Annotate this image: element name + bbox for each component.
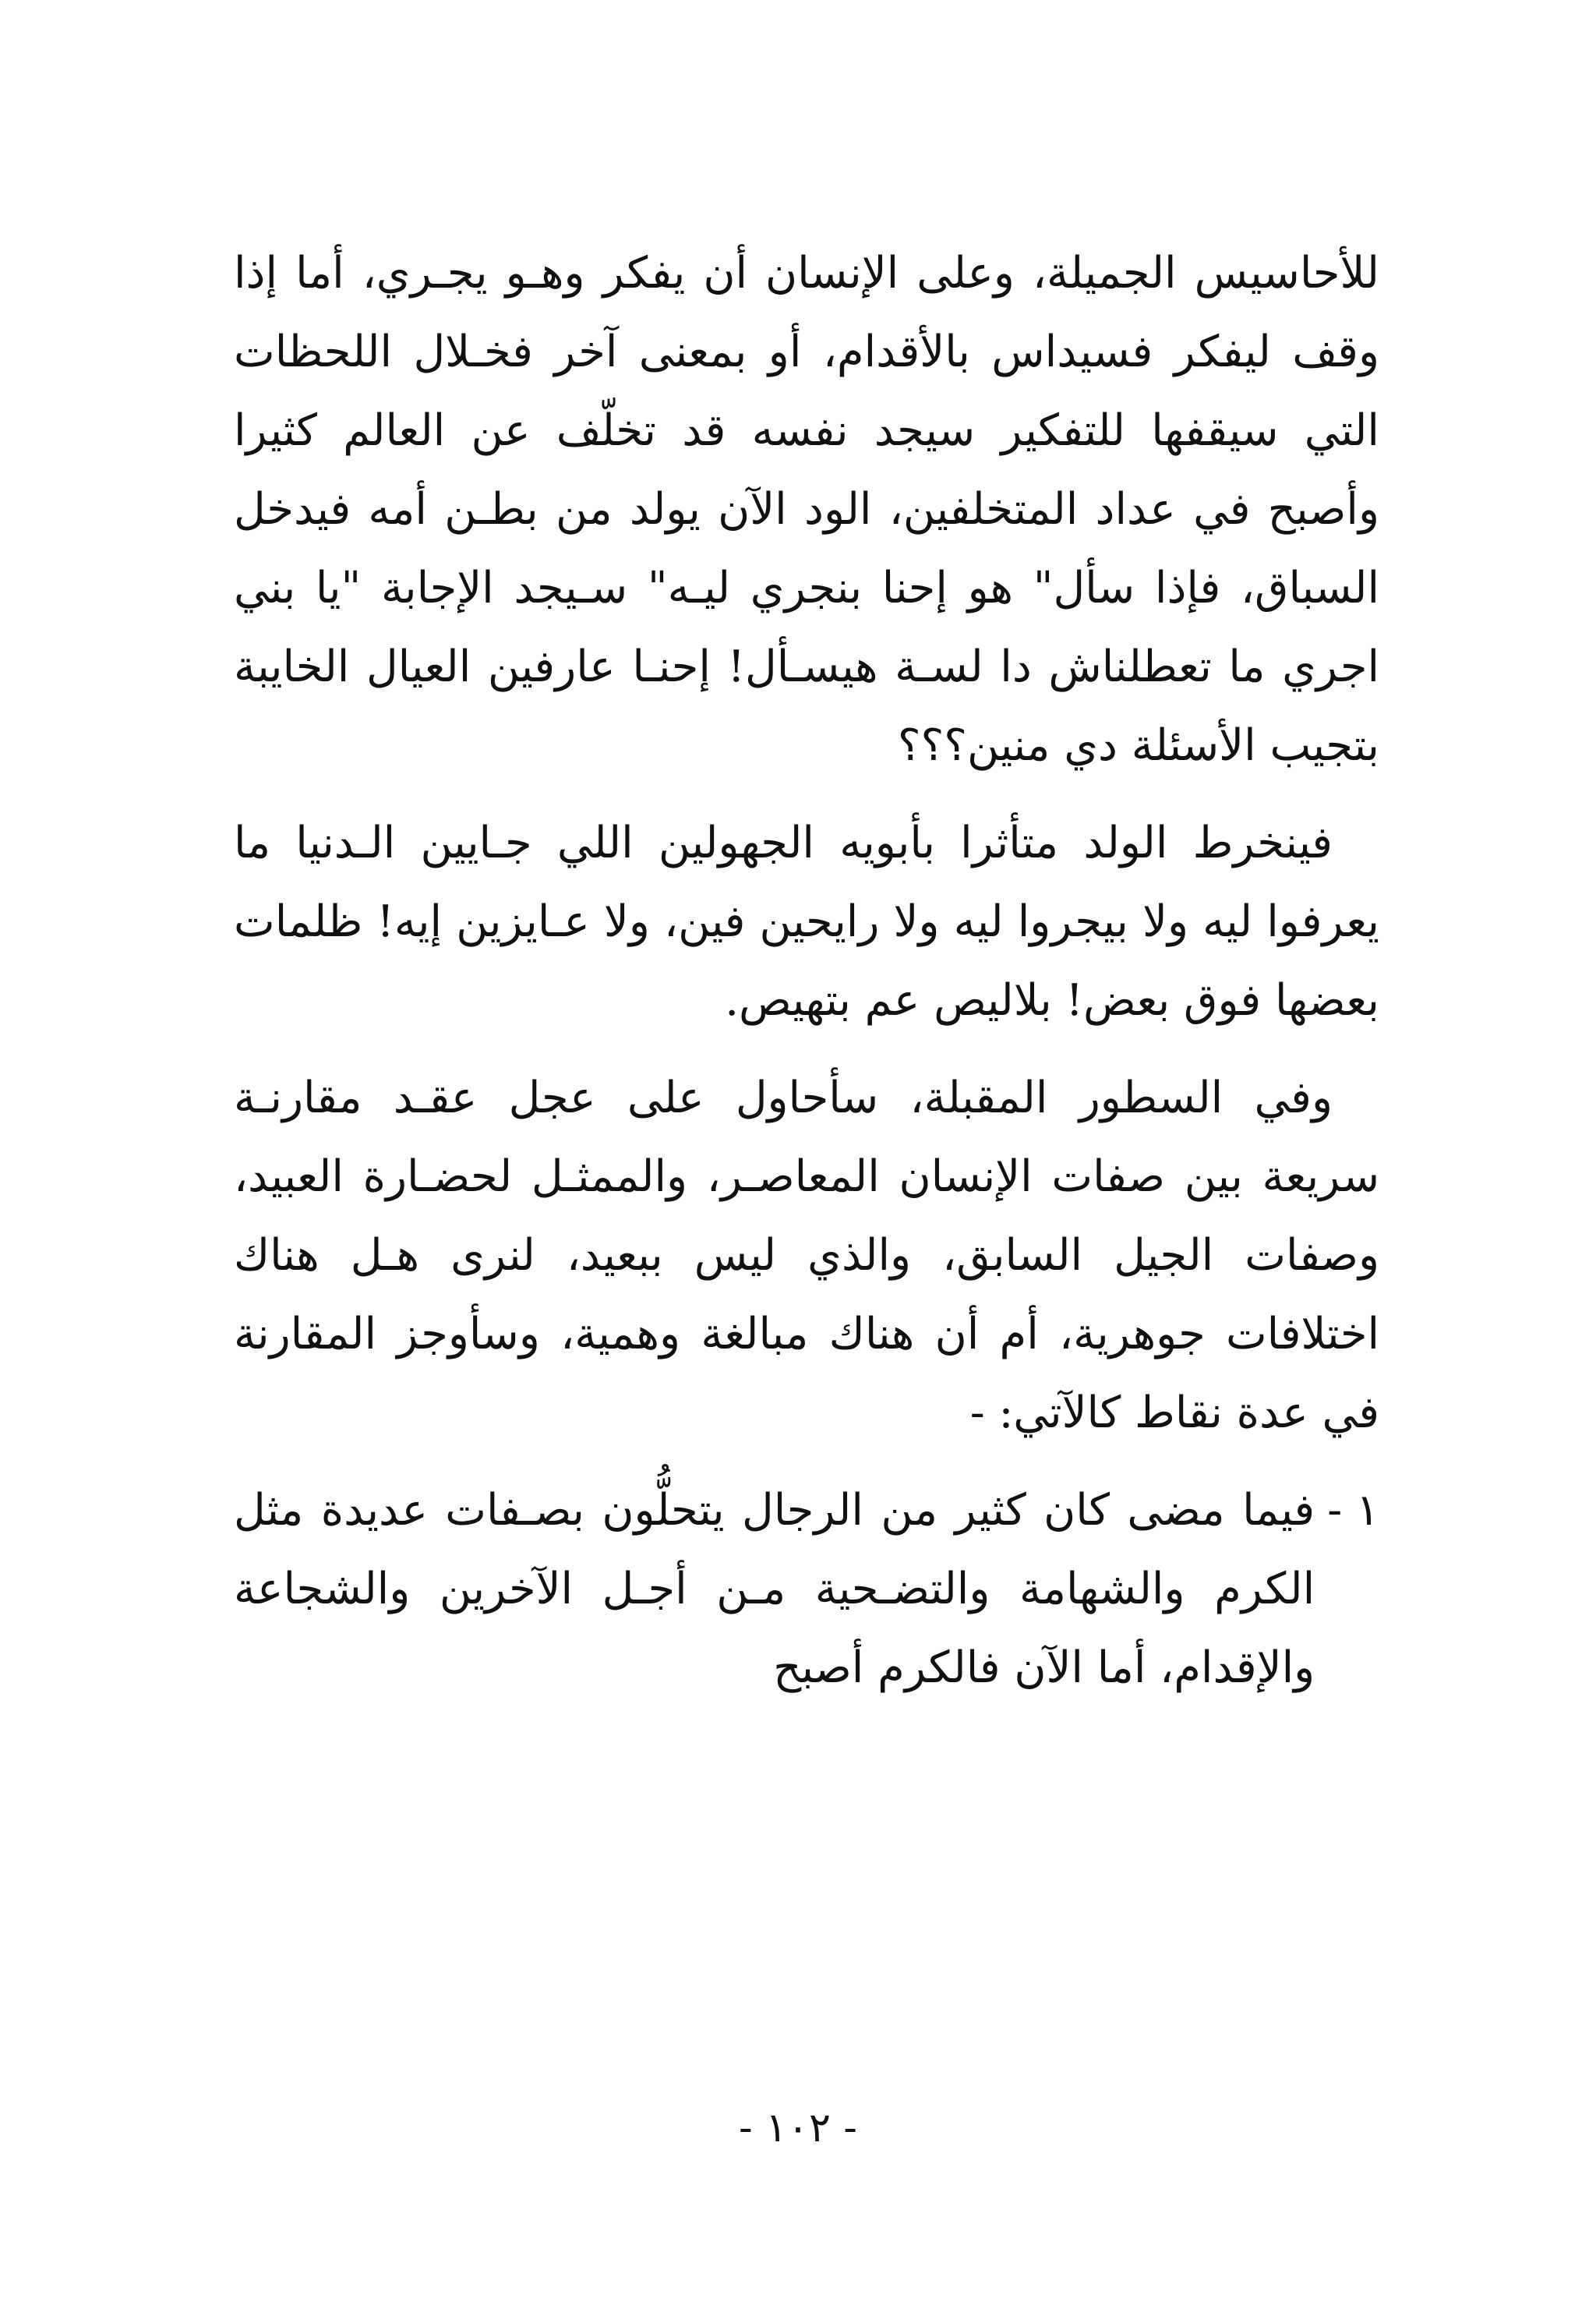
paragraph-2: فينخرط الولد متأثرا بأبويه الجهولين اللي جـايين الـدنيا ما يعرفوا ليه ولا بيجروا ليه ولا رايحين فين، ولا عـايزين إيه! ظلمات بعضها فوق بعض! بلاليص عم بتهيص. xyxy=(234,818,1379,1026)
list-item xyxy=(234,1471,1379,1707)
numbered-list xyxy=(234,1471,1379,1707)
page-body xyxy=(234,234,1379,1707)
paragraph-1: للأحاسيس الجميلة، وعلى الإنسان أن يفكر وهـو يجـري، أما إذا وقف ليفكر فسيداس بالأقدام، أو بمعنى آخر فخـلال اللحظات التي سيقفها للتفكير سيجد نفسه قد تخلّف عن العالم كثيرا وأصبح في عداد المتخلفين، الود الآن يولد من بطـن أمه فيدخل السباق، فإذا سأل" هو إحنا بنجري ليـه" سـيجد الإجابة "يا بني اجري ما تعطلناش دا لسـة هيسـأل! إحنـا عارفين العيال الخايبة بتجيب الأسئلة دي منين؟؟؟ xyxy=(234,248,1379,771)
list-item-text: فيما مضى كان كثير من الرجال يتحلُّون بصـفات عديدة مثل الكرم والشهامة والتضـحية مـن أجـل الآخرين والشجاعة والإقدام، أما الآن فالكرم أصبح xyxy=(234,1485,1315,1693)
list-item-number: ١ - xyxy=(1327,1485,1379,1536)
paragraph-3: وفي السطور المقبلة، سأحاول على عجل عقـد مقارنـة سريعة بين صفات الإنسان المعاصـر، والممثـل لحضـارة العبيد، وصفات الجيل السابق، والذي ليس ببعيد، لنرى هـل هناك اختلافات جوهرية، أم أن هناك مبالغة وهمية، وسأوجز المقارنة في عدة نقاط كالآتي: - xyxy=(234,1073,1379,1438)
page-number: - ١٠٢ - xyxy=(738,2105,857,2151)
